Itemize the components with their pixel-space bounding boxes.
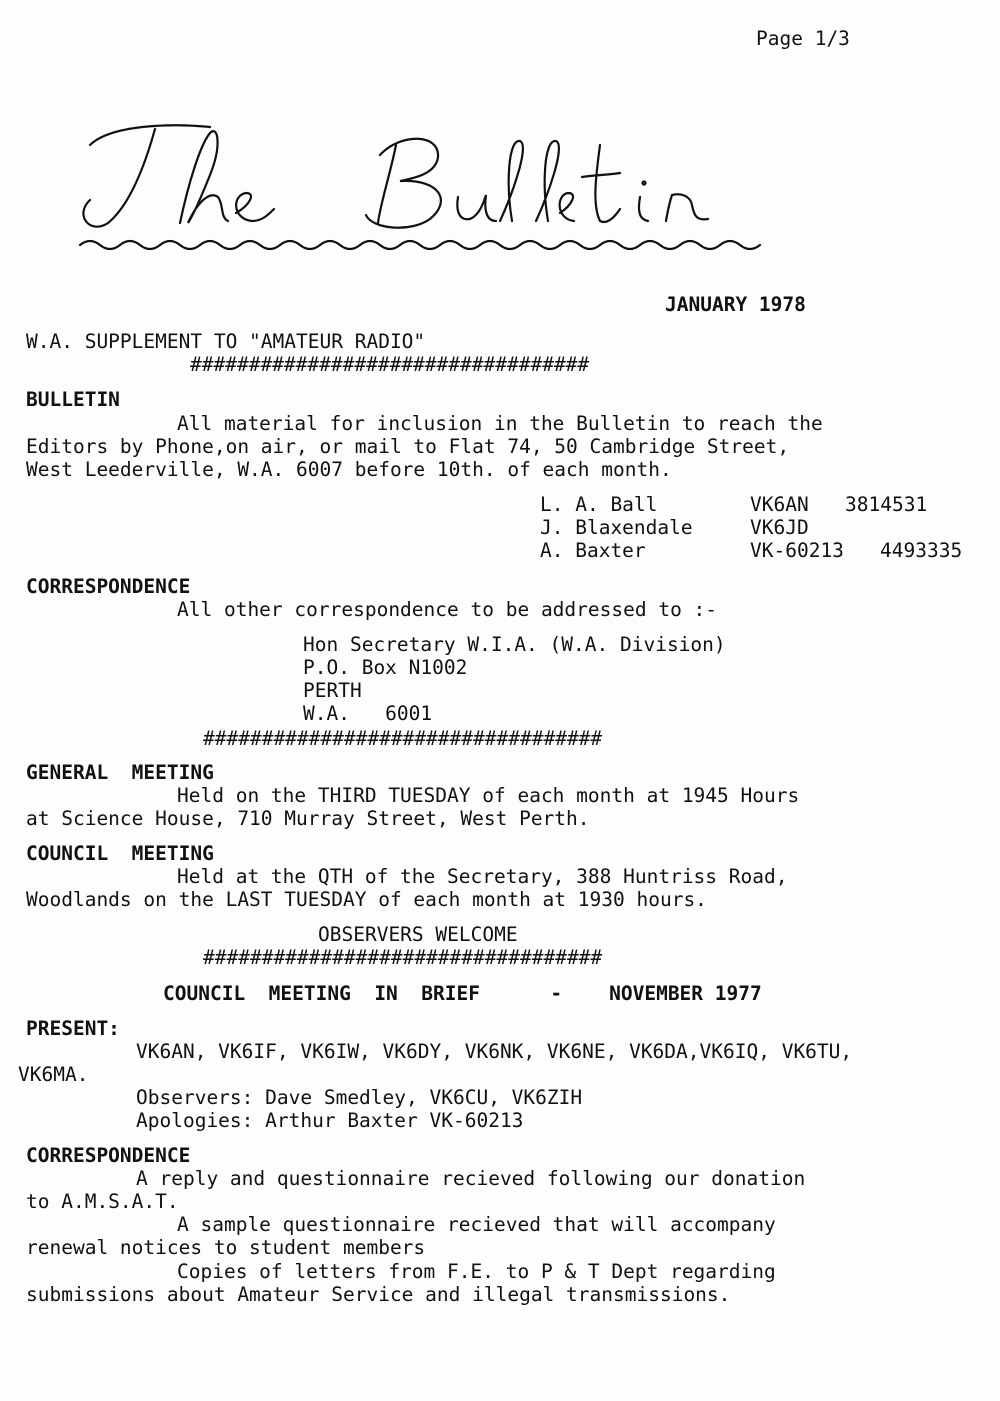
bulletin-text-line: Editors by Phone,on air, or mail to Flat 74, 50 Cambridge Street, <box>26 435 790 458</box>
editor-name: L. A. Ball <box>540 493 658 516</box>
editor-name: J. Blaxendale <box>540 516 693 539</box>
meeting-brief-title: COUNCIL MEETING IN BRIEF - NOVEMBER 1977 <box>163 982 762 1005</box>
section-heading-bulletin: BULLETIN <box>26 388 120 411</box>
editor-call: VK-60213 <box>750 539 844 562</box>
council-meeting-text: Held at the QTH of the Secretary, 388 Huntriss Road, <box>177 865 788 888</box>
correspondence-item: submissions about Amateur Service and illegal transmissions. <box>26 1283 731 1306</box>
bulletin-text-line: West Leederville, W.A. 6007 before 10th. of each month. <box>26 458 672 481</box>
correspondence-item: A sample questionnaire recieved that will accompany <box>177 1213 776 1236</box>
address-line: P.O. Box N1002 <box>303 656 468 679</box>
correspondence-item: renewal notices to student members <box>26 1236 426 1259</box>
correspondence-item: Copies of letters from F.E. to P & T Dept regarding <box>177 1260 776 1283</box>
masthead-logo <box>60 105 780 265</box>
present-callsigns: VK6AN, VK6IF, VK6IW, VK6DY, VK6NK, VK6NE, VK6DA,VK6IQ, VK6TU, <box>136 1040 853 1063</box>
address-line: W.A. 6001 <box>303 702 433 725</box>
editor-phone: 3814531 <box>845 493 928 516</box>
observers-list: Observers: Dave Smedley, VK6CU, VK6ZIH <box>136 1086 583 1109</box>
correspondence-text: All other correspondence to be addressed to :- <box>177 598 718 621</box>
bulletin-text-line: All material for inclusion in the Bulletin to reach the <box>177 412 823 435</box>
correspondence-item: A reply and questionnaire recieved following our donation <box>136 1167 806 1190</box>
observers-welcome: OBSERVERS WELCOME <box>318 923 518 946</box>
editor-name: A. Baxter <box>540 539 646 562</box>
editor-call: VK6AN <box>750 493 809 516</box>
address-line: PERTH <box>303 679 362 702</box>
apologies-list: Apologies: Arthur Baxter VK-60213 <box>136 1109 524 1132</box>
address-line: Hon Secretary W.I.A. (W.A. Division) <box>303 633 726 656</box>
present-callsigns: VK6MA. <box>18 1063 89 1086</box>
supplement-line: W.A. SUPPLEMENT TO "AMATEUR RADIO" <box>26 330 426 353</box>
general-meeting-text: at Science House, 710 Murray Street, West Perth. <box>26 807 590 830</box>
correspondence-item: to A.M.S.A.T. <box>26 1190 179 1213</box>
issue-date: JANUARY 1978 <box>665 293 806 316</box>
divider: ################################## <box>203 727 603 750</box>
masthead-script-icon <box>60 105 780 265</box>
section-heading-present: PRESENT: <box>26 1017 120 1040</box>
divider: ################################## <box>203 946 603 969</box>
section-heading-council-meeting: COUNCIL MEETING <box>26 842 214 865</box>
editor-phone: 4493335 <box>880 539 963 562</box>
section-heading-general-meeting: GENERAL MEETING <box>26 761 214 784</box>
council-meeting-text: Woodlands on the LAST TUESDAY of each month at 1930 hours. <box>26 888 707 911</box>
section-heading-correspondence-2: CORRESPONDENCE <box>26 1144 191 1167</box>
general-meeting-text: Held on the THIRD TUESDAY of each month at 1945 Hours <box>177 784 800 807</box>
editor-call: VK6JD <box>750 516 809 539</box>
divider: ################################## <box>190 353 590 376</box>
page-number: Page 1/3 <box>756 27 850 50</box>
section-heading-correspondence: CORRESPONDENCE <box>26 575 191 598</box>
